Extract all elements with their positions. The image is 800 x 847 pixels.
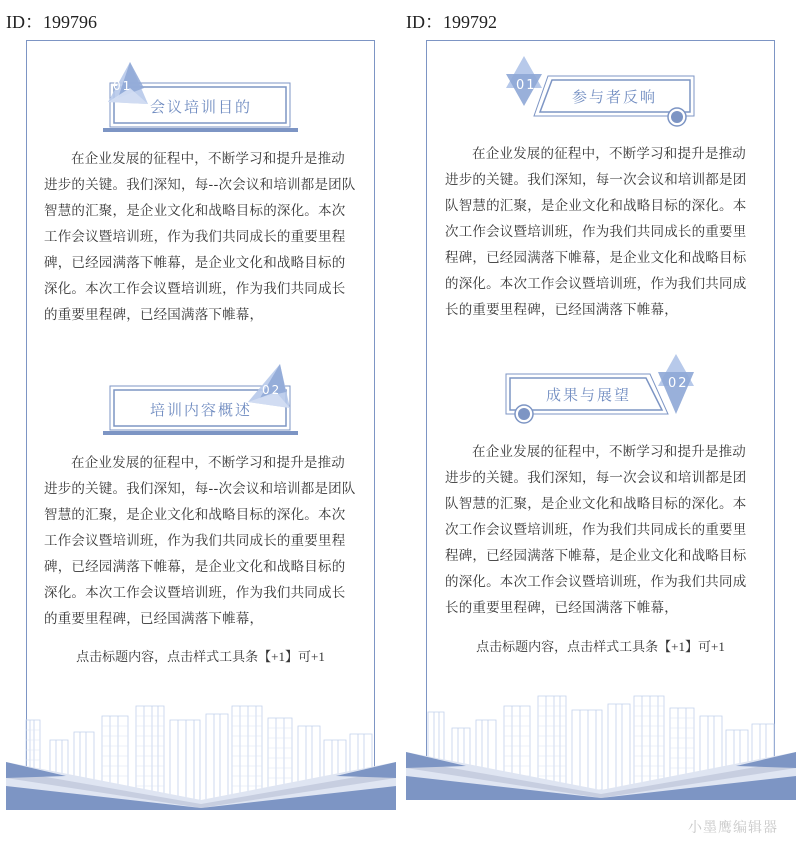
right-section1-number: 01 bbox=[516, 78, 537, 93]
left-section2-paragraph: 在企业发展的征程中，不断学习和提升是推动进步的关键。我们深知，每--次会议和培训都是团队智慧的汇聚，是企业文化和战略目标的深化。本次工作会议暨培训班，作为我们共同成长的重要里程碑，已经园满落下帷幕，是企业文化和战略目标的深化。本次工作会议暨培训班，作为我们共同成长的重要里程碑，已经国满落下帷幕， bbox=[44, 455, 356, 627]
left-section1-number: 01 bbox=[113, 79, 133, 93]
left-section2-title[interactable]: 培训内容概述 bbox=[150, 401, 253, 419]
right-section1-title[interactable]: 参与者反响 bbox=[572, 88, 658, 106]
left-hint-text[interactable]: 点击标题内容，点击样式工具条【+1】可+1 bbox=[76, 649, 325, 665]
left-template-id: ID：199796 bbox=[6, 12, 97, 32]
editor-watermark: 小墨鹰编辑器 bbox=[688, 820, 778, 836]
left-section1-paragraph: 在企业发展的征程中，不断学习和提升是推动进步的关键。我们深知，每--次会议和培训都是团队智慧的汇聚，是企业文化和战略目标的深化。本次工作会议暨培训班，作为我们共同成长的重要里程碑，已经园满落下帷幕，是企业文化和战略目标的深化。本次工作会议暨培训班，作为我们共同成长的重要里程碑，已经国满落下帷幕， bbox=[44, 151, 356, 323]
right-section2-title[interactable]: 成果与展望 bbox=[546, 386, 632, 404]
right-section2-paragraph: 在企业发展的征程中，不断学习和提升是推动进步的关键。我们深知，每一次会议和培训都是团队智慧的汇聚，是企业文化和战略目标的深化。本次工作会议暨培训班，作为我们共同成长的重要里程碑，已经园满落下帷幕，是企业文化和战略目标的深化。本次工作会议暨培训班，作为我们共同成长的重要里程碑，已经国满落下帷幕， bbox=[445, 444, 747, 616]
right-template-id: ID：199792 bbox=[406, 12, 497, 32]
left-section2-number: 02 bbox=[262, 383, 282, 397]
right-hint-text[interactable]: 点击标题内容，点击样式工具条【+1】可+1 bbox=[476, 639, 725, 655]
right-section2-number: 02 bbox=[668, 376, 689, 391]
left-section1-title[interactable]: 会议培训目的 bbox=[150, 98, 253, 116]
right-section1-paragraph: 在企业发展的征程中，不断学习和提升是推动进步的关键。我们深知，每一次会议和培训都是团队智慧的汇聚，是企业文化和战略目标的深化。本次工作会议暨培训班，作为我们共同成长的重要里程碑，已经园满落下帷幕，是企业文化和战略目标的深化。本次工作会议暨培训班，作为我们共同成长的重要里程碑，已经国满落下帷幕， bbox=[445, 146, 747, 318]
city-skyline-illustration bbox=[406, 690, 796, 800]
city-skyline-illustration bbox=[6, 700, 396, 810]
